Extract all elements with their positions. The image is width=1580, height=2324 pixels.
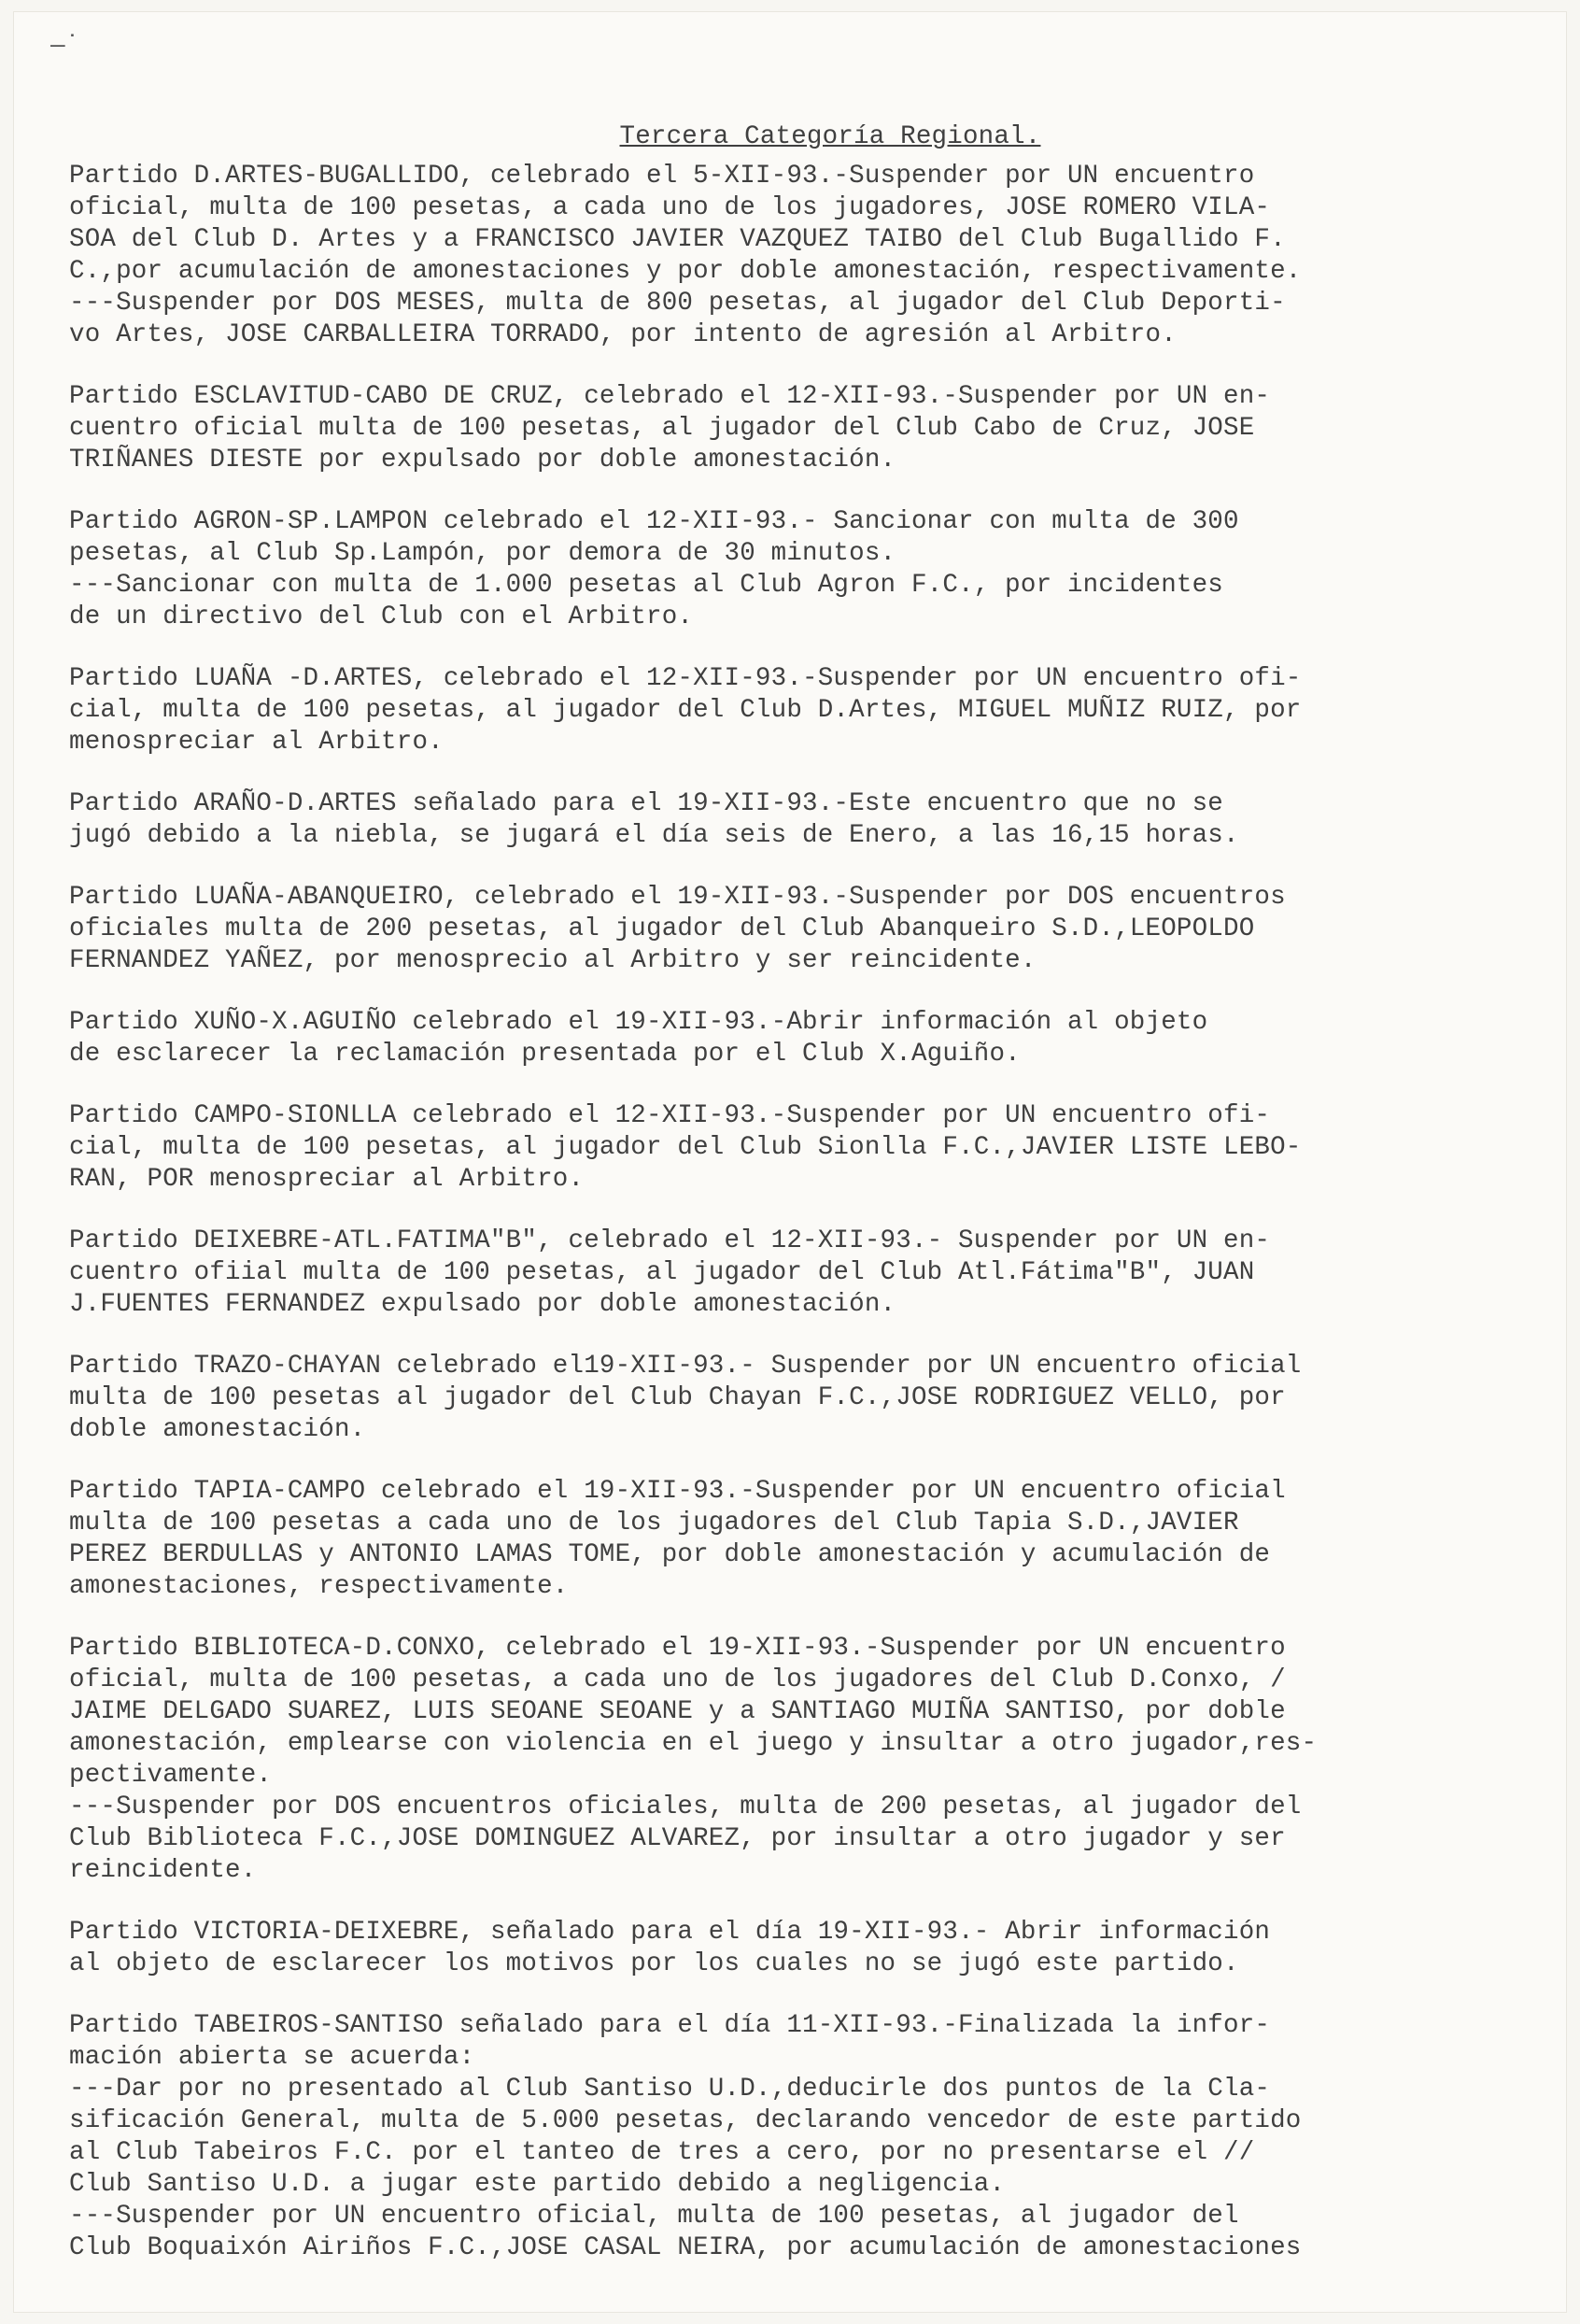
text-line: Partido TABEIROS-SANTISO señalado para el día 11-XII-93.-Finalizada la infor- [69, 2011, 1271, 2040]
text-line: de un directivo del Club con el Arbitro. [69, 602, 694, 631]
text-line: amonestaciones, respectivamente. [69, 1572, 569, 1601]
text-line: Partido CAMPO-SIONLLA celebrado el 12-XII-93.-Suspender por UN encuentro ofi- [69, 1101, 1271, 1130]
entries-list [69, 161, 1554, 2264]
match-ruling-entry [69, 1633, 1554, 1887]
text-line: Club Santiso U.D. a jugar este partido debido a negligencia. [69, 2170, 1006, 2199]
text-line: Partido ARAÑO-D.ARTES señalado para el 19-XII-93.-Este encuentro que no se [69, 789, 1223, 818]
match-ruling-entry [69, 1476, 1554, 1603]
text-line: multa de 100 pesetas a cada uno de los jugadores del Club Tapia S.D.,JAVIER [69, 1509, 1239, 1538]
text-line: cial, multa de 100 pesetas, al jugador del Club D.Artes, MIGUEL MUÑIZ RUIZ, por [69, 696, 1302, 725]
text-line: Club Boquaixón Airiños F.C.,JOSE CASAL NEIRA, por acumulación de amonestaciones [69, 2233, 1302, 2262]
text-line: oficiales multa de 200 pesetas, al jugador del Club Abanqueiro S.D.,LEOPOLDO [69, 914, 1255, 943]
text-line: FERNANDEZ YAÑEZ, por menosprecio al Arbitro y ser reincidente. [69, 946, 1037, 975]
text-line: oficial, multa de 100 pesetas, a cada uno de los jugadores, JOSE ROMERO VILA- [69, 193, 1271, 222]
typewritten-page [13, 11, 1567, 2313]
text-line: ---Suspender por DOS encuentros oficiales, multa de 200 pesetas, al jugador del [69, 1793, 1302, 1821]
text-line: SOA del Club D. Artes y a FRANCISCO JAVIER VAZQUEZ TAIBO del Club Bugallido F. [69, 225, 1286, 254]
text-line: reincidente. [69, 1856, 257, 1885]
text-line: cial, multa de 100 pesetas, al jugador del Club Sionlla F.C.,JAVIER LISTE LEBO- [69, 1133, 1302, 1162]
match-ruling-entry [69, 1226, 1554, 1321]
text-line: pectivamente. [69, 1761, 273, 1790]
text-line: ---Suspender por UN encuentro oficial, multa de 100 pesetas, al jugador del [69, 2202, 1239, 2231]
text-line: mación abierta se acuerda: [69, 2043, 475, 2072]
text-line: oficial, multa de 100 pesetas, a cada uno de los jugadores del Club D.Conxo, / [69, 1665, 1286, 1694]
match-ruling-entry [69, 161, 1554, 351]
text-line: ---Sancionar con multa de 1.000 pesetas al Club Agron F.C., por incidentes [69, 571, 1223, 600]
match-ruling-entry [69, 1100, 1554, 1196]
text-line: Partido TRAZO-CHAYAN celebrado el19-XII-93.- Suspender por UN encuentro oficial [69, 1352, 1302, 1381]
text-line: Partido TAPIA-CAMPO celebrado el 19-XII-93.-Suspender por UN encuentro oficial [69, 1477, 1286, 1506]
text-line: Partido LUAÑA -D.ARTES, celebrado el 12-XII-93.-Suspender por UN encuentro ofi- [69, 664, 1302, 693]
text-line: Partido XUÑO-X.AGUIÑO celebrado el 19-XII-93.-Abrir información al objeto [69, 1008, 1208, 1037]
text-line: al objeto de esclarecer los motivos por los cuales no se jugó este partido. [69, 1949, 1239, 1978]
text-line: Partido BIBLIOTECA-D.CONXO, celebrado el 19-XII-93.-Suspender por UN encuentro [69, 1634, 1286, 1663]
text-line: J.FUENTES FERNANDEZ expulsado por doble amonestación. [69, 1290, 896, 1319]
text-line: Partido ESCLAVITUD-CABO DE CRUZ, celebrado el 12-XII-93.-Suspender por UN en- [69, 382, 1271, 411]
text-line: cuentro ofiial multa de 100 pesetas, al jugador del Club Atl.Fátima"B", JUAN [69, 1258, 1255, 1287]
text-line: JAIME DELGADO SUAREZ, LUIS SEOANE SEOANE y a SANTIAGO MUIÑA SANTISO, por doble [69, 1697, 1286, 1726]
match-ruling-entry [69, 1007, 1554, 1070]
match-ruling-entry [69, 882, 1554, 977]
text-line: jugó debido a la niebla, se jugará el día seis de Enero, a las 16,15 horas. [69, 821, 1239, 850]
text-line: Partido VICTORIA-DEIXEBRE, señalado para el día 19-XII-93.- Abrir información [69, 1918, 1271, 1947]
text-line: de esclarecer la reclamación presentada por el Club X.Aguiño. [69, 1040, 1021, 1069]
text-line: Partido DEIXEBRE-ATL.FATIMA"B", celebrado el 12-XII-93.- Suspender por UN en- [69, 1226, 1271, 1255]
document-body [69, 121, 1554, 2294]
match-ruling-entry [69, 663, 1554, 758]
text-line: Partido LUAÑA-ABANQUEIRO, celebrado el 19-XII-93.-Suspender por DOS encuentros [69, 883, 1286, 912]
text-line: amonestación, emplearse con violencia en el juego y insultar a otro jugador,res- [69, 1729, 1318, 1758]
text-line: menospreciar al Arbitro. [69, 728, 444, 757]
text-line: ---Suspender por DOS MESES, multa de 800 pesetas, al jugador del Club Deporti- [69, 289, 1286, 318]
match-ruling-entry [69, 1351, 1554, 1446]
match-ruling-entry [69, 2010, 1554, 2264]
text-line: doble amonestación. [69, 1415, 366, 1444]
text-line: RAN, POR menospreciar al Arbitro. [69, 1165, 585, 1194]
text-line: Club Biblioteca F.C.,JOSE DOMINGUEZ ALVAREZ, por insultar a otro jugador y ser [69, 1824, 1286, 1853]
match-ruling-entry [69, 788, 1554, 852]
text-line: al Club Tabeiros F.C. por el tanteo de tres a cero, por no presentarse el // [69, 2138, 1255, 2167]
text-line: C.,por acumulación de amonestaciones y por doble amonestación, respectivamente. [69, 257, 1302, 286]
match-ruling-entry [69, 506, 1554, 633]
text-line: vo Artes, JOSE CARBALLEIRA TORRADO, por intento de agresión al Arbitro. [69, 320, 1177, 349]
ink-mark-icon: –˙ [50, 31, 80, 59]
text-line: pesetas, al Club Sp.Lampón, por demora de 30 minutos. [69, 539, 896, 568]
text-line: sificación General, multa de 5.000 pesetas, declarando vencedor de este partido [69, 2106, 1302, 2135]
match-ruling-entry [69, 1917, 1554, 1980]
text-line: Partido D.ARTES-BUGALLIDO, celebrado el 5-XII-93.-Suspender por UN encuentro [69, 162, 1255, 191]
document-title: Tercera Categoría Regional. [619, 122, 1041, 151]
match-ruling-entry [69, 381, 1554, 476]
text-line: cuentro oficial multa de 100 pesetas, al jugador del Club Cabo de Cruz, JOSE [69, 414, 1255, 443]
text-line: PEREZ BERDULLAS y ANTONIO LAMAS TOME, por doble amonestación y acumulación de [69, 1540, 1271, 1569]
text-line: TRIÑANES DIESTE por expulsado por doble amonestación. [69, 446, 896, 475]
text-line: multa de 100 pesetas al jugador del Club Chayan F.C.,JOSE RODRIGUEZ VELLO, por [69, 1383, 1286, 1412]
text-line: ---Dar por no presentado al Club Santiso U.D.,deducirle dos puntos de la Cla- [69, 2075, 1271, 2104]
text-line: Partido AGRON-SP.LAMPON celebrado el 12-XII-93.- Sancionar con multa de 300 [69, 507, 1239, 536]
